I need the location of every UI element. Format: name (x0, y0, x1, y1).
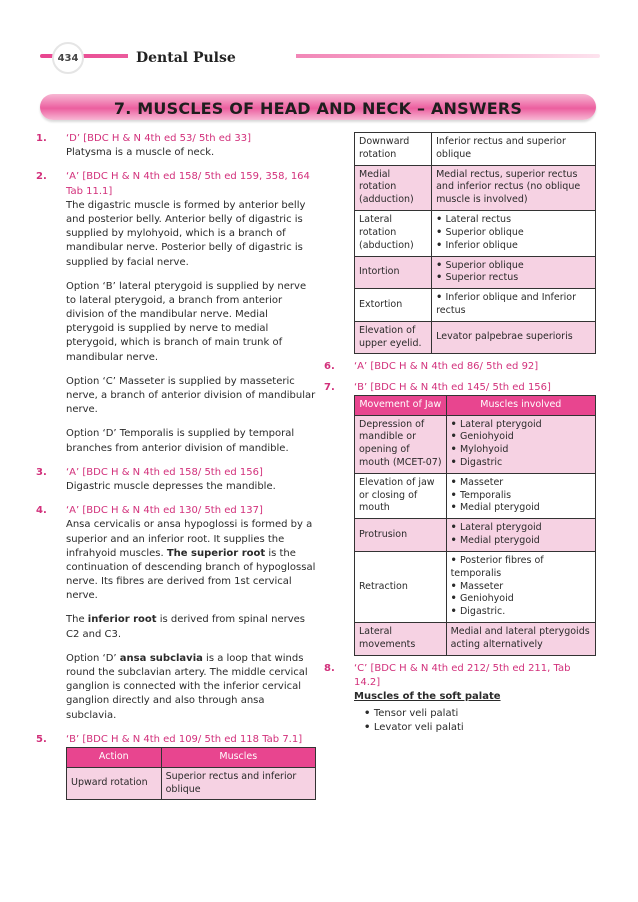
explanation: Platysma is a muscle of neck. (66, 147, 215, 159)
table-row: Upward rotation Superior rectus and inferior oblique (67, 767, 316, 800)
page-title: 7. MUSCLES OF HEAD AND NECK – ANSWERS (113, 98, 523, 118)
eye-muscle-table-part2 (354, 132, 596, 354)
question-number: 7. (324, 381, 335, 393)
question-number: 4. (36, 505, 47, 517)
header-rule (40, 54, 600, 58)
table-header: Movement of Jaw (355, 395, 447, 415)
explanation: Option ‘D’ Temporalis is supplied by temporal branches from anterior division of mandible. (66, 428, 295, 454)
question-8 (324, 662, 596, 736)
question-number: 6. (324, 361, 335, 373)
explanation: The digastric muscle is formed by anterior belly and posterior belly. Anterior belly of digastric is supplied by mylohyoid, which is a branch of mandibular nerve. Posterior belly of digastric is supplied by facial nerve. (66, 199, 306, 268)
soft-palate-list (354, 707, 596, 735)
explanation: The inferior root is derived from spinal nerves C2 and C3. (66, 614, 305, 640)
explanation: Ansa cervicalis or ansa hypoglossi is formed by a superior and an inferior root. It supplies the infrahyoid muscles. The superior root is the continuation of descending branch of hypoglossal nerve. Its fibres are derived from 1st cervical nerve. (66, 519, 316, 602)
list-item: • Tensor veli palati (364, 707, 596, 721)
eye-muscle-table-part1 (66, 747, 316, 800)
question-number: 3. (36, 466, 47, 478)
question-2 (36, 170, 316, 455)
question-1 (36, 132, 316, 160)
table-row: Intortion • Superior oblique • Superior rectus (355, 256, 596, 289)
answer-reference: ‘A’ [BDC H & N 4th ed 158/ 5th ed 156] (66, 466, 263, 478)
explanation: Option ‘C’ Masseter is supplied by masseteric nerve, a branch of anterior division of mandibular nerve. (66, 375, 316, 416)
answer-reference: ‘A’ [BDC H & N 4th ed 86/ 5th ed 92] (354, 361, 539, 373)
answer-reference: ‘D’ [BDC H & N 4th ed 53/ 5th ed 33] (66, 133, 252, 144)
question-3 (36, 466, 316, 494)
question-4 (36, 504, 316, 723)
left-column (36, 132, 316, 800)
answer-reference: ‘C’ [BDC H & N 4th ed 212/ 5th ed 211, Tab 14.2] (354, 662, 571, 688)
brand-title: Dental Pulse (128, 48, 296, 68)
section-heading: Muscles of the soft palate (354, 690, 501, 702)
table-row: Lateral rotation (abduction) • Lateral rectus • Superior oblique • Inferior oblique (355, 211, 596, 256)
question-6 (324, 360, 596, 374)
table-row: Elevation of jaw or closing of mouth • Masseter • Temporalis • Medial pterygoid (355, 473, 596, 518)
table-row: Extortion • Inferior oblique and Inferior rectus (355, 289, 596, 322)
explanation: Digastric muscle depresses the mandible. (66, 480, 276, 492)
answer-reference: ‘A’ [BDC H & N 4th ed 158/ 5th ed 159, 358, 164 Tab 11.1] (66, 171, 310, 197)
question-number: 2. (36, 171, 47, 183)
question-5 (36, 733, 316, 801)
question-7 (324, 381, 596, 656)
answer-reference: ‘A’ [BDC H & N 4th ed 130/ 5th ed 137] (66, 505, 263, 517)
answer-reference: ‘B’ [BDC H & N 4th ed 109/ 5th ed 118 Tab 7.1] (66, 733, 303, 745)
table-row: Medial rotation (adduction) Medial rectus, superior rectus and inferior rectus (no oblique muscle is involved) (355, 165, 596, 210)
table-header: Muscles involved (446, 395, 595, 415)
right-column (324, 132, 596, 736)
table-header: Muscles (161, 747, 315, 767)
list-item: • Levator veli palati (364, 721, 596, 735)
answer-reference: ‘B’ [BDC H & N 4th ed 145/ 5th ed 156] (354, 381, 551, 393)
question-number: 1. (36, 133, 47, 144)
table-row: Protrusion • Lateral pterygoid • Medial pterygoid (355, 519, 596, 552)
table-row: Depression of mandible or opening of mouth (MCET-07) • Lateral pterygoid • Geniohyoid • Mylohyoid • Digastric (355, 415, 596, 473)
table-row: Downward rotation Inferior rectus and superior oblique (355, 133, 596, 166)
table-row: Elevation of upper eyelid. Levator palpebrae superioris (355, 321, 596, 354)
jaw-movement-table (354, 395, 596, 656)
page-number: 434 (52, 42, 84, 74)
explanation: Option ‘B’ lateral pterygoid is supplied by nerve to lateral pterygoid, a branch from anterior division of the mandibular nerve. Medial pterygoid is supplied by nerve to medial pterygoid, which is branch of main trunk of mandibular nerve. (66, 280, 307, 363)
question-number: 5. (36, 733, 47, 745)
table-row: Retraction • Posterior fibres of temporalis • Masseter • Geniohyoid • Digastric. (355, 551, 596, 622)
question-number: 8. (324, 662, 335, 674)
explanation: Option ‘D’ ansa subclavia is a loop that winds round the subclavian artery. The middle cervical ganglion is connected with the inferior cervical ganglion directly and also through ansa subclavia. (66, 652, 308, 721)
table-header: Action (67, 747, 162, 767)
table-row: Lateral movements Medial and lateral pterygoids acting alternatively (355, 622, 596, 655)
